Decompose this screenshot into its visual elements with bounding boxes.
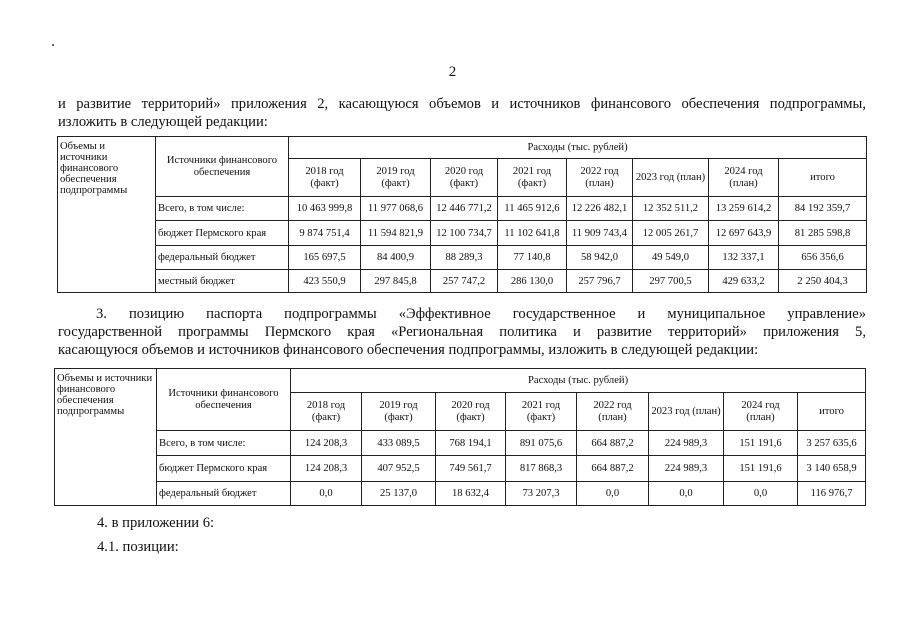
intro-line: изложить в следующей редакции: [58,114,268,130]
cell-value: 12 226 482,1 [567,197,633,221]
cell-value: 11 594 821,9 [361,221,431,246]
financing-table-1 [57,136,867,293]
item-4-heading: 4. в приложении 6: [97,515,215,531]
total-header: итого [798,393,866,431]
cell-total: 116 976,7 [798,482,866,506]
row-name: Всего, в том числе: [157,431,291,456]
cell-value: 11 977 068,6 [361,197,431,221]
page-number: 2 [448,64,457,80]
intro-paragraph [58,95,866,131]
row-name: местный бюджет [156,270,289,293]
cell-value: 58 942,0 [567,246,633,270]
cell-value: 0,0 [291,482,362,506]
cell-value: 84 400,9 [361,246,431,270]
cell-total: 656 356,6 [779,246,867,270]
cell-value: 11 465 912,6 [498,197,567,221]
cell-value: 13 259 614,2 [709,197,779,221]
total-header: итого [779,159,867,197]
year-header: 2020 год (факт) [436,393,506,431]
cell-value: 11 102 641,8 [498,221,567,246]
cell-total: 3 140 658,9 [798,456,866,482]
row-name: бюджет Пермского края [157,456,291,482]
year-header: 2024 год (план) [724,393,798,431]
cell-value: 407 952,5 [362,456,436,482]
financing-table-2 [54,368,866,506]
cell-value: 88 289,3 [431,246,498,270]
cell-value: 224 989,3 [649,431,724,456]
cell-value: 12 100 734,7 [431,221,498,246]
cell-value: 0,0 [649,482,724,506]
table-row [55,431,866,456]
sources-header: Источники финансового обеспечения [157,369,291,431]
cell-value: 12 446 771,2 [431,197,498,221]
cell-value: 423 550,9 [289,270,361,293]
cell-value: 12 005 261,7 [633,221,709,246]
cell-value: 664 887,2 [577,431,649,456]
cell-value: 12 697 643,9 [709,221,779,246]
year-header: 2021 год (факт) [506,393,577,431]
cell-value: 286 130,0 [498,270,567,293]
item-3-paragraph [58,305,866,359]
item-3-line: 3. позицию паспорта подпрограммы «Эффективное государственное и муниципальное управление» [96,306,866,322]
year-header: 2024 год (план) [709,159,779,197]
scan-speck [52,44,54,46]
table-row [58,221,867,246]
sources-header: Источники финансового обеспечения [156,137,289,197]
year-header: 2019 год (факт) [362,393,436,431]
cell-value: 10 463 999,8 [289,197,361,221]
year-header: 2020 год (факт) [431,159,498,197]
cell-total: 3 257 635,6 [798,431,866,456]
table-row [58,197,867,221]
cell-value: 664 887,2 [577,456,649,482]
table-row [58,246,867,270]
cell-value: 768 194,1 [436,431,506,456]
expenses-header: Расходы (тыс. рублей) [289,137,867,159]
row-name: федеральный бюджет [157,482,291,506]
expenses-header: Расходы (тыс. рублей) [291,369,866,393]
item-3-line: касающуюся объемов и источников финансового обеспечения подпрограммы, изложить в следующей редакции: [58,342,759,358]
cell-value: 0,0 [577,482,649,506]
cell-value: 151 191,6 [724,456,798,482]
cell-value: 132 337,1 [709,246,779,270]
cell-value: 73 207,3 [506,482,577,506]
table-label: Объемы и источники финансового обеспечения подпрограммы [58,137,156,293]
table-label: Объемы и источники финансового обеспечения подпрограммы [55,369,157,506]
cell-value: 224 989,3 [649,456,724,482]
cell-value: 49 549,0 [633,246,709,270]
cell-value: 11 909 743,4 [567,221,633,246]
year-header: 2018 год (факт) [291,393,362,431]
cell-value: 257 747,2 [431,270,498,293]
cell-value: 25 137,0 [362,482,436,506]
cell-total: 81 285 598,8 [779,221,867,246]
cell-value: 891 075,6 [506,431,577,456]
table-row [55,456,866,482]
cell-value: 297 845,8 [361,270,431,293]
cell-value: 817 868,3 [506,456,577,482]
cell-value: 151 191,6 [724,431,798,456]
intro-line: и развитие территорий» приложения 2, касающуюся объемов и источников финансового обеспечения подпрограммы, [58,96,866,112]
row-name: федеральный бюджет [156,246,289,270]
year-header: 2022 год (план) [577,393,649,431]
cell-value: 429 633,2 [709,270,779,293]
year-header: 2022 год (план) [567,159,633,197]
table-row [58,270,867,293]
cell-total: 2 250 404,3 [779,270,867,293]
cell-value: 9 874 751,4 [289,221,361,246]
table-row [55,482,866,506]
cell-total: 84 192 359,7 [779,197,867,221]
cell-value: 0,0 [724,482,798,506]
year-header: 2023 год (план) [649,393,724,431]
item-3-line: государственной программы Пермского края «Региональная политика и развитие территорий» приложения 5, [58,324,866,340]
item-4-1-heading: 4.1. позиции: [97,539,179,555]
cell-value: 297 700,5 [633,270,709,293]
row-name: Всего, в том числе: [156,197,289,221]
year-header: 2018 год (факт) [289,159,361,197]
cell-value: 124 208,3 [291,431,362,456]
cell-value: 165 697,5 [289,246,361,270]
cell-value: 749 561,7 [436,456,506,482]
year-header: 2021 год (факт) [498,159,567,197]
cell-value: 124 208,3 [291,456,362,482]
year-header: 2023 год (план) [633,159,709,197]
row-name: бюджет Пермского края [156,221,289,246]
cell-value: 433 089,5 [362,431,436,456]
cell-value: 257 796,7 [567,270,633,293]
cell-value: 18 632,4 [436,482,506,506]
year-header: 2019 год (факт) [361,159,431,197]
cell-value: 12 352 511,2 [633,197,709,221]
cell-value: 77 140,8 [498,246,567,270]
